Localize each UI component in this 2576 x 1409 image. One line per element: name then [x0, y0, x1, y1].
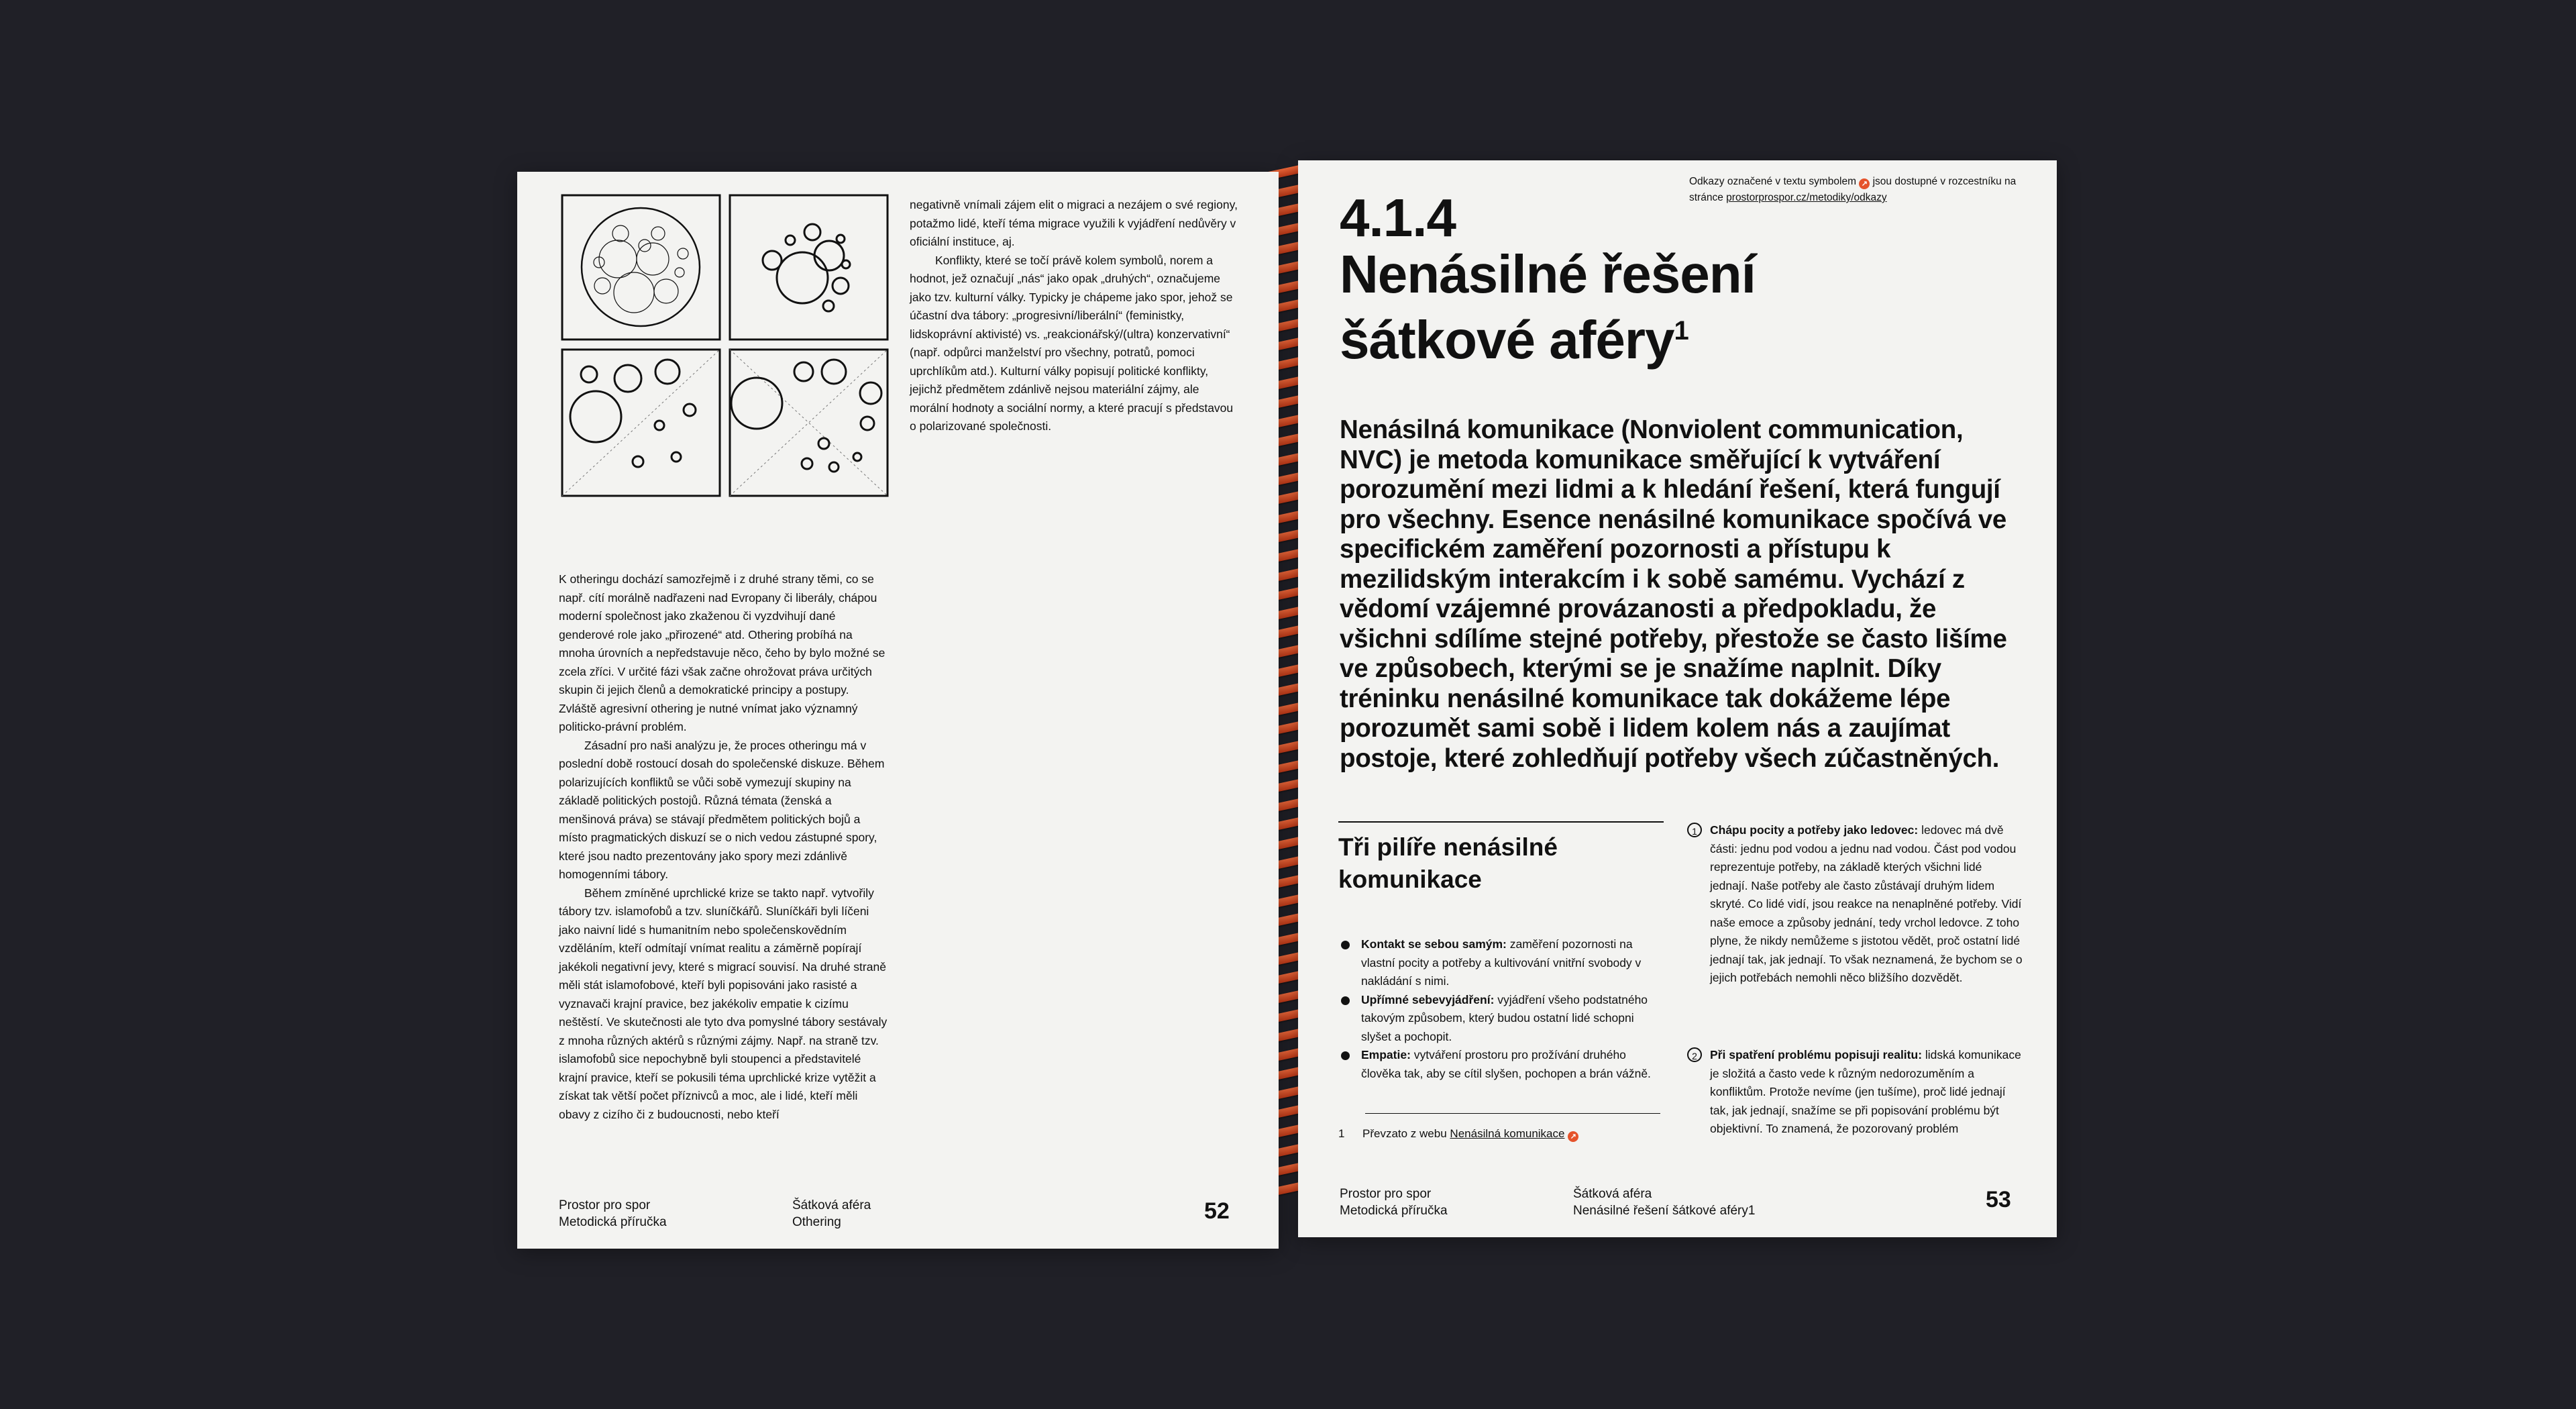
page-number: 53: [1986, 1187, 2011, 1212]
lead-paragraph: Nenásilná komunikace (Nonviolent communication, NVC) je metoda komunikace směřující k vytváření porozumění mezi lidmi a k hledání řešení, která fungují pro všechny. Esence nenásilné komunikace spočívá ve specifickém zaměření pozornosti a přístupu k mezilidským interakcím i k sobě samému. Vychází z vědomí vzájemné provázanosti a předpokladu, že všichni sdílíme stejné potřeby, přestože se často lišíme ve způsobech, kterými se je snažíme naplnit. Díky tréninku nenásilné komunikace tak dokážeme lépe porozumět sami sobě i lidem kolem nás a zaujímat postoje, které zohledňují potřeby všech zúčastněných.: [1340, 415, 2007, 773]
links-url[interactable]: prostorprospor.cz/metodiky/odkazy: [1726, 192, 1887, 203]
list-item-text: vytváření prostoru pro prožívání druhého člověka tak, aby se cítil slyšen, pochopen a brán vážně.: [1361, 1048, 1651, 1080]
numbered-term: Při spatření problému popisuji realitu:: [1710, 1048, 1923, 1061]
numbered-text: ledovec má dvě části: jednu pod vodou a jednu nad vodou. Část pod vodou reprezentuje potřeby, na základě kterých všichni lidé jednají. Naše potřeby ale často zůstávají druhým lidem skryté. Co lidé vidí, jsou reakce na nenaplněné potřeby. Vidí naše emoce a způsoby jednání, tedy vrchol ledovce. Z toho plyne, že nikdy nemůžeme s jistotou vědět, proč ostatní lidé jednají tak, jak jednají. To však neznamená, že bychom se o jejich potřebách nemohli něco bližšího dozvědět.: [1710, 823, 2023, 984]
circles-illustration: [559, 192, 894, 514]
list-item-text: zaměření pozornosti na vlastní pocity a potřeby a kultivování vnitřní svobody v nakládání s nimi.: [1361, 937, 1642, 988]
footer-book: Metodická příručka: [1340, 1204, 1448, 1218]
footer-publisher-name: Prostor pro spor: [559, 1198, 651, 1212]
left-page: [517, 172, 1279, 1249]
footer-book: Metodická příručka: [559, 1215, 667, 1229]
paragraph: Zásadní pro naši analýzu je, že proces otheringu má v poslední době rostoucí dosah do společenské diskuze. Během polarizujících konfliktů se vůči sobě vymezují skupiny na základě politických postojů. Různá témata (ženská a menšinová práva) se stávají předmětem politických bojů a místo pragmatických diskuzí se o nich vedou zástupné spory, které jsou nadto prezentovány jako spory mezi zdánlivě homogenními tábory.: [559, 738, 885, 881]
pillars-title: Tři pilíře nenásilné komunikace: [1338, 833, 1558, 893]
list-item-term: Kontakt se sebou samým:: [1361, 937, 1507, 951]
paragraph: negativně vnímali zájem elit o migraci a nezájem o své regiony, potažmo lidé, kteří téma migrace využili k vyjádření nedůvěry v oficiální instituce, aj.: [910, 198, 1238, 248]
footer-subsection: Nenásilné řešení šátkové aféry1: [1573, 1204, 1756, 1218]
footer-publisher-name: Prostor pro spor: [1340, 1187, 1432, 1201]
paragraph: Během zmíněné uprchlické krize se takto např. vytvořily tábory tzv. islamofobů a tzv. sluníčkářů. Sluníčkáři byli líčeni jako naivní lidé s humanitním nebo společenskovědním vzděláním, kteří odmítají vnímat realitu a záměrně popírají jakékoli negativní jevy, které s migrací souvisí. Na druhé straně měli stát islamofobové, kteří byli popisováni jako rasisté a vyznavači krajní pravice, bez jakékoliv empatie k cizímu neštěstí. Ve skutečnosti ale tyto dva pomyslné tábory sestávaly z mnoha různých aktérů s různými zájmy. Např. na straně tzv. islamofobů sice nepochybně byli stoupenci a představitelé krajní pravice, kteří se pokusili téma uprchlické krize vytěžit a získat tak větší počet příznivců a moc, ale i lidé, kteří měli obavy z cizího či z budoucnosti, nebo kteří: [559, 886, 888, 1121]
footnote-ref: 1: [1674, 316, 1688, 346]
numbered-item: [1687, 821, 2023, 988]
left-column-b: [910, 196, 1238, 436]
circles-diagram: [559, 192, 894, 514]
numbered-term: Chápu pocity a potřeby jako ledovec:: [1710, 823, 1919, 837]
number-circle-icon: 1: [1687, 823, 1702, 837]
footer-section: [1573, 1186, 1755, 1219]
footnote: [1338, 1125, 1654, 1143]
footer-section-name: Šátková aféra: [792, 1198, 871, 1212]
page-number: 52: [1204, 1198, 1230, 1224]
right-page: [1298, 160, 2057, 1237]
links-note-pre: Odkazy označené v textu symbolem: [1689, 176, 1856, 187]
pillars-list: [1338, 935, 1654, 1083]
chapter-title-line2: šátkové aféry: [1340, 310, 1674, 370]
left-column-a: [559, 570, 888, 1124]
chapter-title-line1: Nenásilné řešení: [1340, 244, 1756, 304]
list-item-text: vyjádření všeho podstatného takovým způsobem, který budou ostatní lidé schopni slyšet a pochopit.: [1361, 992, 1648, 1043]
list-item: [1338, 991, 1654, 1047]
list-item-term: Empatie:: [1361, 1048, 1411, 1061]
footer-section: [792, 1197, 871, 1231]
footer-section-name: Šátková aféra: [1573, 1187, 1652, 1201]
list-item-term: Upřímné sebevyjádření:: [1361, 992, 1495, 1006]
footnote-divider: [1365, 1113, 1660, 1114]
numbered-item: [1687, 1046, 2023, 1139]
footer-subsection: Othering: [792, 1215, 841, 1229]
paragraph: Konflikty, které se točí právě kolem symbolů, norem a hodnot, jež označují „nás“ jako opak „druhých“, označujeme jako tzv. kulturní války. Typicky je chápeme jako spor, jehož se účastní dva tábory: „progresivní/liberální“ (feministky, lidskoprávní aktivisté) vs. „reakcionářský/(ultra) konzervativní“ (např. odpůrci manželství pro všechny, potratů, pomoci uprchlíkům atd.). Kulturní války popisují politické konflikty, jejichž předmětem zdánlivě nejsou materiální zájmy, ale morální hodnoty a sociální normy, a které pracují s představou o polarizované společnosti.: [910, 253, 1234, 433]
chapter-heading: [1340, 190, 1776, 368]
paragraph: K otheringu dochází samozřejmě i z druhé strany těmi, co se např. cítí morálně nadřazeni nad Evropany či liberály, chápou moderní společnost jako zkaženou či vyzdvihují dané genderové role jako „přirozené“ atd. Othering probíhá na mnoha úrovních a nepředstavuje něco, čeho by bylo možné se zcela zříci. V určité fázi však začne ohrožovat práva určitých skupin či jejich členů a demokratické principy a postupy. Zvláště agresivní othering je nutné vnímat jako významný politicko-právní problém.: [559, 572, 885, 733]
external-link-icon: ↗: [1859, 178, 1870, 189]
list-item: [1338, 1046, 1654, 1083]
links-note-post: jsou dostupné v rozcestníku na stránce: [1689, 176, 2017, 203]
number-circle-icon: 2: [1687, 1047, 1702, 1062]
list-item: [1338, 935, 1654, 991]
external-link-icon: ↗: [1568, 1131, 1578, 1142]
footnote-text: Převzato z webu: [1362, 1127, 1447, 1140]
footnote-number: 1: [1338, 1127, 1345, 1140]
footer-publisher: [559, 1197, 667, 1231]
footer-publisher: [1340, 1186, 1448, 1219]
chapter-number: 4.1.4: [1340, 188, 1456, 248]
divider: [1338, 821, 1664, 823]
numbered-text: lidská komunikace je složitá a často vede k různým nedorozuměním a konfliktům. Protože nevíme (jen tušíme), proč lidé jednají tak, jak jednají, snažíme se při popisování problému být objektivní. To znamená, že pozorovaný problém: [1710, 1048, 2021, 1135]
footnote-link[interactable]: Nenásilná komunikace: [1450, 1127, 1565, 1140]
